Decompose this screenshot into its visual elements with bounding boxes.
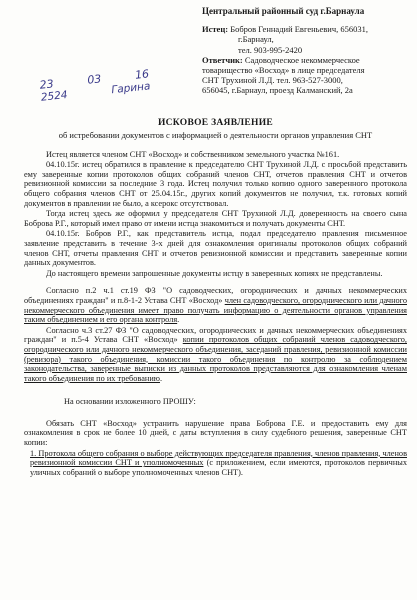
paragraph-law-article-19 xyxy=(24,286,407,324)
plaintiff-label: Истец: xyxy=(202,24,229,35)
law-27-end: . xyxy=(160,373,163,383)
stamp-signature: Гарина xyxy=(110,80,151,97)
defendant-label: Ответчик: xyxy=(202,54,243,65)
addressee-block xyxy=(202,0,407,96)
defendant-line-3: СНТ Трухиной Л.Д. тел. 963-527-3000, xyxy=(202,75,343,86)
paragraph-request: 04.10.15г. истец обратился в правление к председателю СНТ Трухиной Л.Д. с просьбой представить ему заверенные копии протоколов общих собраний членов СНТ, отчетов правления СНТ и отчетов ревизионной комиссии за последние 3 года. Истец получил только копию одного заверенного протокола общего собрания членов СНТ от 25.04.15г., других копий документов не получил, т.к. готовых копий документов в правлении не было, а ксерокс отсутствовал. xyxy=(24,160,407,208)
defendant-address: 656045, г.Барнаул, проезд Калманский, 2а xyxy=(202,85,353,96)
defendant-line-2: товарищество «Восход» в лице председателя xyxy=(202,65,365,76)
stamp-day: 23 xyxy=(38,77,55,92)
law-19-end: . xyxy=(177,315,180,325)
request-item-1-rest: (с приложением, если имеются, протоколов первичных уличных собраний о выборе уполномоченных членов СНТ). xyxy=(30,458,407,477)
handwritten-stamp xyxy=(39,68,151,103)
paragraph-not-provided: До настоящего времени запрошенные документы истцу в заверенных копиях не представлены. xyxy=(46,268,383,278)
paragraph-oblige: Обязать СНТ «Восход» устранить нарушение права Боброва Г.Е. и предоставить ему для ознакомления в срок не более 10 дней, с даты вступления в силу судебного решения, заверенные СНТ копии: xyxy=(24,418,407,448)
request-item-1 xyxy=(24,449,407,478)
law-27-quote: копии протоколов общих собраний членов садоводческого, огороднического или дачного некоммерческого объединения, заседаний правления, ревизионной комиссии (ревизора) такого объединения, комиссии такого объединения по контролю за соблюдением законодательства, заверенные выписки из данных протоколов представляются для ознакомления членам такого объединения по их требованию xyxy=(24,335,407,383)
law-19-text: Согласно п.2 ч.1 ст.19 ФЗ "О садоводческих, огороднических и дачных некоммерческих объединениях граждан" и п.8-1-2 Устава СНТ «Восход» xyxy=(24,286,407,305)
request-item-1-quote: 1. Протокола общего собрания о выборе действующих председателя правления, членов правления, членов ревизионной комиссии СНТ и уполномоченных xyxy=(30,448,407,468)
document-title: ИСКОВОЕ ЗАЯВЛЕНИЕ xyxy=(157,117,274,128)
paragraph-law-article-27 xyxy=(24,326,407,384)
paragraph-membership: Истец является членом СНТ «Восход» и собственником земельного участка №161. xyxy=(46,149,340,159)
plaintiff-line-2: г.Барнаул, xyxy=(238,34,274,45)
plaintiff-line-1 xyxy=(202,24,407,34)
paragraph-power-of-attorney: Тогда истец здесь же оформил у председателя СНТ Трухиной Л.Д. доверенность на своего сына Боброва Р.Г., который имел право от имени истца знакомиться и получать документы СНТ. xyxy=(24,209,407,228)
paragraph-representative: 04.10.15г. Бобров Р.Г., как представитель истца, подал председателю правления письменное заявление представить в течение 3-х дней для ознакомления оригиналы протоколов общих собраний членов СНТ, отчеты правления СНТ и отчетов ревизионной комиссии и представить заверенные копии данных документов. xyxy=(24,229,407,268)
paragraph-petition-heading: На основании изложенного ПРОШУ: xyxy=(64,397,196,407)
plaintiff-name: Бобров Геннадий Евгеньевич, 656031, xyxy=(230,24,369,35)
law-27-text: Согласно ч.3 ст.27 ФЗ "О садоводческих, огороднических и дачных некоммерческих объединениях граждан" и п.5-4 Устава СНТ «Восход» xyxy=(24,325,407,345)
document-subtitle: об истребовании документов с информацией о деятельности органов управления СНТ xyxy=(58,129,373,140)
plaintiff-phone: тел. 903-995-2420 xyxy=(238,44,303,55)
stamp-number: 2524 xyxy=(40,88,69,104)
defendant-name: Садоводческое некоммерческое xyxy=(244,54,360,65)
stamp-year: 16 xyxy=(134,67,150,82)
law-19-quote: член садоводческого, огороднического или дачного некоммерческого объединения имеет право получать информацию о деятельности органов управления таким объединением и его органа контроля xyxy=(24,295,407,325)
defendant-line-1 xyxy=(202,55,407,65)
court-name: Центральный районный суд г.Барнаула xyxy=(202,6,365,16)
stamp-month: 03 xyxy=(86,72,102,87)
